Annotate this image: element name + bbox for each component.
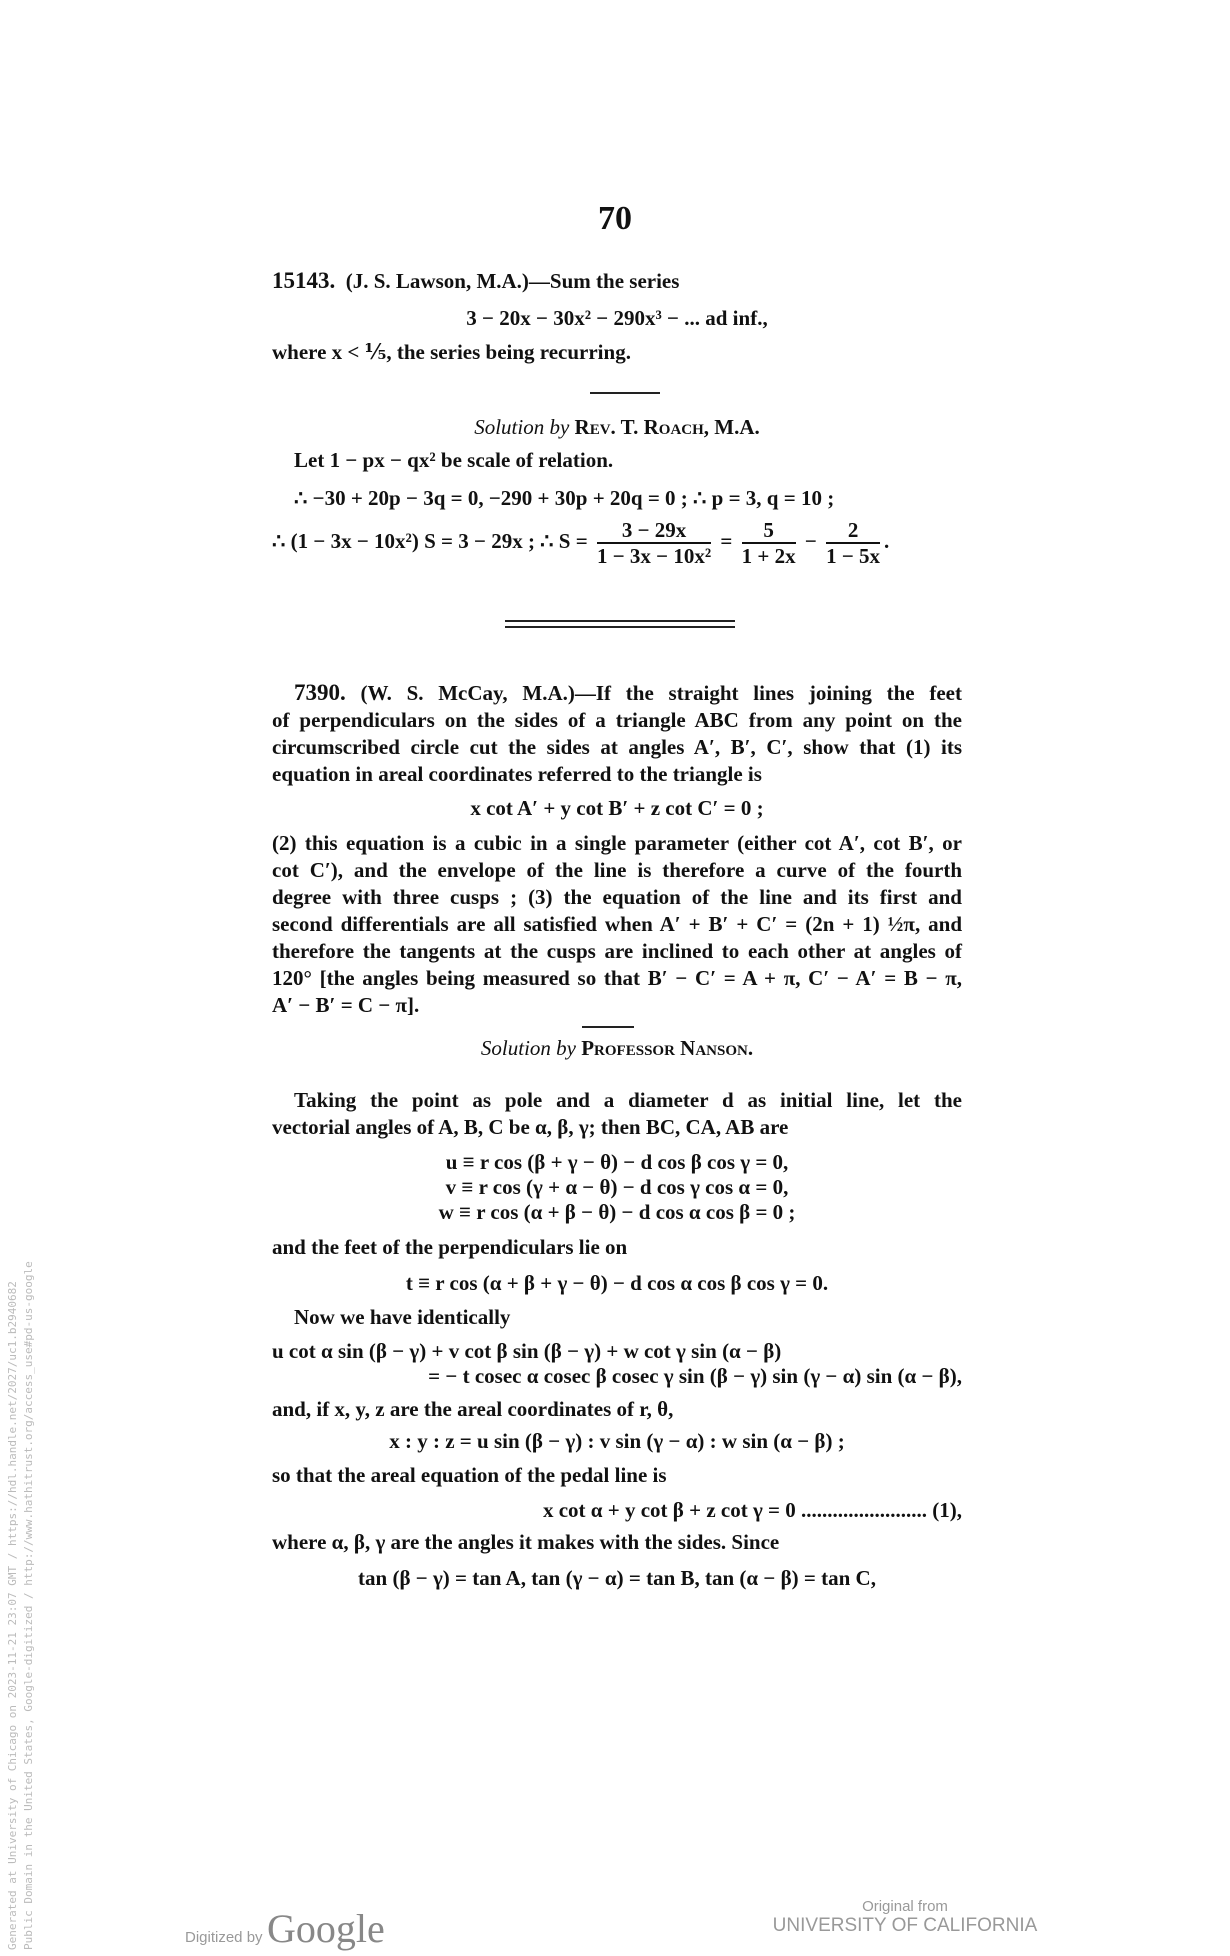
- page-number: 70: [598, 200, 632, 237]
- series-equation: 3 − 20x − 30x² − 290x³ − ... ad inf.,: [466, 306, 768, 330]
- question-line: equation in areal coordinates referred to the triangle is: [272, 762, 762, 786]
- question-line: degree with three cusps ; (3) the equation of the line and its first and: [272, 885, 962, 909]
- question-author: (J. S. Lawson, M.A.)—Sum the series: [345, 269, 680, 293]
- solution-line: Let 1 − px − qx² be scale of relation.: [294, 448, 614, 472]
- question-line: of perpendiculars on the sides of a triangle ABC from any point on the: [272, 708, 962, 732]
- question-line: circumscribed circle cut the sides at angles A′, B′, C′, show that (1) its: [272, 735, 962, 759]
- solution-text: ∴ (1 − 3x − 10x²) S = 3 − 29x ; ∴ S =: [272, 529, 588, 553]
- solution-line: and the feet of the perpendiculars lie on: [272, 1235, 628, 1259]
- solution-line: and, if x, y, z are the areal coordinates of r, θ,: [272, 1397, 674, 1421]
- equation-w: w ≡ r cos (α + β − θ) − d cos α cos β = 0 ;: [438, 1200, 796, 1224]
- watermark-line-1: Generated at University of Chicago on 2023-11-21 23:07 GMT / https://hdl.handle.net/2027/uc1.b2940682: [6, 1281, 19, 1950]
- question-line: (2) this equation is a cubic in a single parameter (either cot A′, cot B′, or: [272, 831, 962, 855]
- solution-label: Solution by: [480, 1036, 576, 1060]
- question-line: 120° [the angles being measured so that B′ − C′ = A + π, C′ − A′ = B − π,: [272, 966, 962, 990]
- equation-t: t ≡ r cos (α + β + γ − θ) − d cos α cos β cos γ = 0.: [405, 1271, 829, 1295]
- identity-line-1: u cot α sin (β − γ) + v cot β sin (β − γ) + w cot γ sin (α − β): [272, 1339, 782, 1363]
- question-number: 15143.: [272, 268, 336, 293]
- solution-line: Taking the point as pole and a diameter d as initial line, let the: [294, 1088, 962, 1112]
- question-text: (W. S. McCay, M.A.)—If the straight lines joining the feet: [360, 681, 962, 705]
- denominator: 1 − 3x − 10x²: [596, 544, 712, 569]
- ratio-equation: x : y : z = u sin (β − γ) : v sin (γ − α) : w sin (α − β) ;: [389, 1429, 845, 1453]
- divider: [590, 392, 660, 394]
- numerator: 3 − 29x: [597, 518, 711, 544]
- numerator: 2: [826, 518, 880, 544]
- double-divider-top: [505, 620, 735, 622]
- institution-name: UNIVERSITY OF CALIFORNIA: [772, 1915, 1038, 1936]
- divider: [582, 1026, 634, 1028]
- watermark-line-2: Public Domain in the United States, Google-digitized / http://www.hathitrust.org/access_use#pd-us-google: [22, 1261, 35, 1950]
- equation-v: v ≡ r cos (γ + α − θ) − d cos γ cos α = 0,: [445, 1175, 789, 1199]
- question-equation: x cot A′ + y cot B′ + z cot C′ = 0 ;: [470, 796, 764, 820]
- denominator: 1 + 2x: [741, 544, 796, 569]
- question-line: cot C′), and the envelope of the line is therefore a curve of the fourth: [272, 858, 962, 882]
- question-line: second differentials are all satisfied when A′ + B′ + C′ = (2n + 1) ½π, and: [272, 912, 962, 936]
- fraction: [742, 518, 796, 568]
- numerator: 5: [742, 518, 796, 544]
- tan-equation: tan (β − γ) = tan A, tan (γ − α) = tan B, tan (α − β) = tan C,: [358, 1566, 876, 1590]
- solver-name: Rev. T. Roach, M.A.: [574, 415, 760, 439]
- minus: −: [804, 529, 817, 553]
- digitized-by-google-logo: [185, 1905, 385, 1952]
- equals: =: [720, 529, 733, 553]
- solution-heading: [272, 1035, 962, 1061]
- question-line: A′ − B′ = C − π].: [272, 993, 420, 1017]
- solver-name: Professor Nanson.: [581, 1036, 754, 1060]
- solution-line: vectorial angles of A, B, C be α, β, γ; then BC, CA, AB are: [272, 1115, 789, 1139]
- solution-line: so that the areal equation of the pedal line is: [272, 1463, 667, 1487]
- solution-fraction-line: [272, 515, 962, 568]
- solution-line: where α, β, γ are the angles it makes with the sides. Since: [272, 1530, 780, 1554]
- pedal-equation: x cot α + y cot β + z cot γ = 0 ........................ (1),: [542, 1498, 962, 1522]
- solution-label: Solution by: [474, 415, 570, 439]
- fraction: [597, 518, 711, 568]
- question-line: therefore the tangents at the cusps are inclined to each other at angles of: [272, 939, 962, 963]
- solution-heading: [272, 414, 962, 440]
- original-from-label: Original from: [862, 1898, 948, 1915]
- digitized-by-label: Digitized by: [185, 1929, 263, 1946]
- solution-line: ∴ −30 + 20p − 3q = 0, −290 + 30p + 20q = 0 ; ∴ p = 3, q = 10 ;: [294, 486, 835, 510]
- question-7390-line: [272, 680, 962, 706]
- fraction: [826, 518, 880, 568]
- denominator: 1 − 5x: [826, 544, 881, 569]
- question-number: 7390.: [294, 680, 346, 705]
- identity-line-2: = − t cosec α cosec β cosec γ sin (β − γ) sin (γ − α) sin (α − β),: [428, 1364, 962, 1388]
- double-divider-bottom: [505, 626, 735, 628]
- question-15143-header: [272, 268, 962, 294]
- solution-line: Now we have identically: [294, 1305, 511, 1329]
- equation-u: u ≡ r cos (β + γ − θ) − d cos β cos γ = 0,: [445, 1150, 789, 1174]
- question-condition: where x < ⅕, the series being recurring.: [272, 340, 631, 364]
- period: .: [884, 529, 890, 553]
- original-from: [770, 1898, 1040, 1937]
- google-logo: Google: [267, 1906, 385, 1951]
